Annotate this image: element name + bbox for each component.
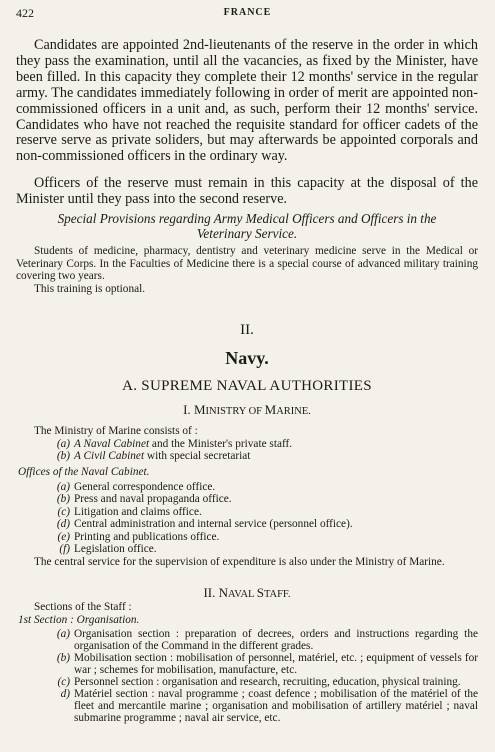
list-item: (a) A Naval Cabinet and the Minister's private staff. <box>56 438 293 450</box>
offices-heading: Offices of the Naval Cabinet. <box>18 466 150 478</box>
list-item: (a) General correspondence office. <box>56 481 216 493</box>
part-number: II. <box>240 322 254 338</box>
list-item: (e) Printing and publications office. <box>57 530 220 543</box>
special-provisions-text: Students of medicine, pharmacy, dentistry and veterinary medicine serve in the Medical or Veterinary Corps. In the Faculties of Medicine there is a special course of advanced military training covering two years. <box>16 245 478 283</box>
paragraph-candidates: Candidates are appointed 2nd-lieutenants of the reserve in the order in which they pass the examination, until all the vacancies, as fixed by the Minister, have been filled. In this capacity they complete their 12 months' service in the regular army. The candidates immediately following in order of merit are appointed non-commissioned officers in a unit and, as such, perform their 12 months' service. Candidates who have not reached the requisite standard for officer cadets of the reserve serve as private soliders, but may afterwards be appointed corporals and non-commissioned officers in the ordinary way. <box>16 37 478 165</box>
page-number: 422 <box>16 6 34 20</box>
part-title: Navy. <box>225 348 269 368</box>
section-2-heading: II. NAVAL STAFF. <box>203 585 291 600</box>
running-head: FRANCE <box>223 7 272 18</box>
list-item: (c) Personnel section : organisation and research, recruiting, education, physical training. <box>57 676 461 688</box>
section-a-heading: A. SUPREME NAVAL AUTHORITIES <box>122 378 372 394</box>
list-item: (b) A Civil Cabinet with special secretariat <box>56 450 251 463</box>
list-item: (a) Organisation section : preparation of decrees, orders and instructions regarding the organisation of the Command in the different grades. <box>56 628 478 652</box>
special-provisions-heading: Special Provisions regarding Army Medical Officers and Officers in the Veterinary Service. <box>57 211 437 241</box>
ministry-list <box>16 438 478 463</box>
list-item: (b) Mobilisation section : mobilisation of personnel, matériel, etc. ; equipment of vessels for war ; schemes for mobilisation, manufacture, etc. <box>56 652 478 676</box>
page-header <box>16 6 479 24</box>
list-item: (f) Legislation office. <box>59 543 157 556</box>
list-item: (b) Press and naval propaganda office. <box>56 493 232 506</box>
paragraph-officers-reserve: Officers of the reserve must remain in this capacity at the disposal of the Minister until they pass into the second reserve. <box>16 175 478 207</box>
training-optional-text: This training is optional. <box>34 283 146 295</box>
list-item: (c) Litigation and claims office. <box>57 505 202 518</box>
first-section-heading: 1st Section : Organisation. <box>18 614 140 626</box>
list-item: (d) Central administration and internal service (personnel office). <box>56 518 353 531</box>
central-service-text: The central service for the supervision of expenditure is also under the Ministry of Marine. <box>34 556 445 568</box>
staff-sections-list <box>16 628 478 724</box>
offices-list <box>16 481 478 555</box>
staff-intro: Sections of the Staff : <box>34 601 132 613</box>
section-1-heading: I. MINISTRY OF MARINE. <box>183 402 311 417</box>
ministry-intro: The Ministry of Marine consists of : <box>34 425 198 437</box>
list-item: d) Matériel section : naval programme ; coast defence ; mobilisation of the matériel of the fleet and mercantile marine ; organisation and mobilisation of artillery matériel ; naval submarine programme ; naval air service, etc. <box>60 688 478 724</box>
